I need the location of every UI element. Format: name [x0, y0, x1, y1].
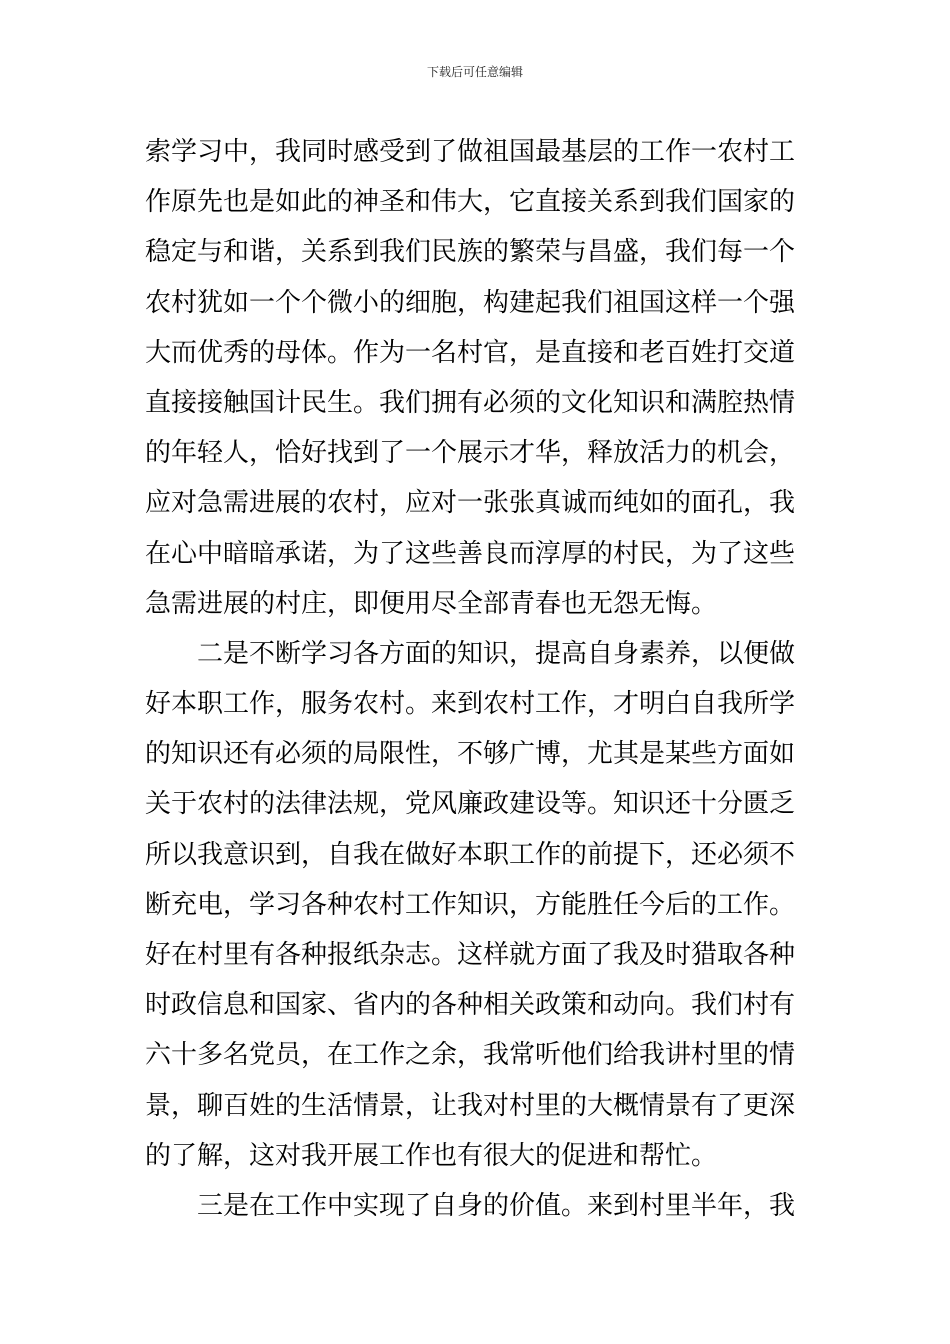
text-line: 好在村里有各种报纸杂志。这样就方面了我及时猎取各种 [145, 940, 796, 970]
text-line: 景，聊百姓的生活情景，让我对村里的大概情景有了更深 [145, 1090, 796, 1121]
text-line: 大而优秀的母体。作为一名村官，是直接和老百姓打交道 [145, 337, 796, 368]
document-body [145, 127, 810, 1231]
text-line: 在心中暗暗承诺，为了这些善良而淳厚的村民，为了这些 [145, 538, 796, 569]
paragraph-first-line: 三是在工作中实现了自身的价值。来到村里半年，我 [197, 1190, 796, 1221]
text-line: 索学习中，我同时感受到了做祖国最基层的工作一农村工 [145, 137, 796, 167]
text-line: 断充电，学习各种农村工作知识，方能胜任今后的工作。 [145, 889, 796, 920]
text-line: 所以我意识到，自我在做好本职工作的前提下，还必须不 [145, 839, 796, 870]
text-line: 急需进展的村庄，即便用尽全部青春也无怨无悔。 [145, 588, 718, 619]
text-line: 直接接触国计民生。我们拥有必须的文化知识和满腔热情 [145, 387, 796, 418]
paragraph-first-line: 二是不断学习各方面的知识，提高自身素养，以便做 [197, 638, 796, 669]
text-line: 应对急需进展的农村，应对一张张真诚而纯如的面孔，我 [145, 488, 796, 519]
text-line: 的年轻人，恰好找到了一个展示才华，释放活力的机会， [145, 438, 796, 469]
text-line: 作原先也是如此的神圣和伟大，它直接关系到我们国家的 [145, 187, 796, 218]
text-line: 的了解，这对我开展工作也有很大的促进和帮忙。 [145, 1140, 718, 1171]
text-line: 好本职工作，服务农村。来到农村工作，才明白自我所学 [145, 689, 796, 720]
text-line: 农村犹如一个个微小的细胞，构建起我们祖国这样一个强 [145, 287, 796, 318]
text-line: 稳定与和谐，关系到我们民族的繁荣与昌盛，我们每一个 [145, 237, 796, 268]
text-line: 六十多名党员，在工作之余，我常听他们给我讲村里的情 [145, 1040, 796, 1071]
text-line: 的知识还有必须的局限性，不够广博，尤其是某些方面如 [145, 739, 796, 770]
page-header-note: 下载后可任意编辑 [426, 65, 523, 79]
text-line: 关于农村的法律法规，党风廉政建设等。知识还十分匮乏 [145, 789, 796, 820]
text-line: 时政信息和国家、省内的各种相关政策和动向。我们村有 [145, 990, 796, 1021]
